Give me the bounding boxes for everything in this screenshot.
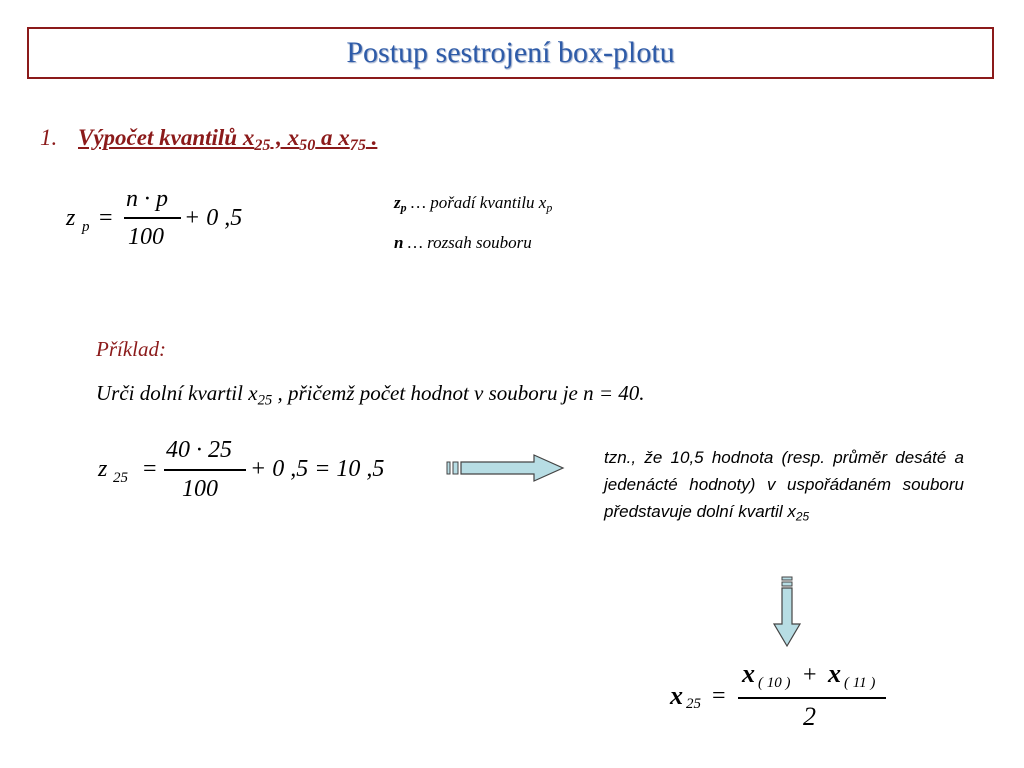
f1-tail: + 0 ,5 [184, 205, 243, 231]
f3-equals: = [712, 683, 726, 709]
right-arrow-icon [446, 454, 566, 482]
legend-z-var: z [394, 193, 401, 212]
f3-denominator: 2 [803, 702, 816, 731]
f2-equals: = [143, 456, 157, 482]
heading-sub-c: 75 [349, 136, 366, 154]
heading-number: 1. [40, 125, 58, 150]
heading-sub-a: 25 [254, 136, 271, 154]
f1-equals: = [99, 205, 113, 231]
f1-lhs-var: z [66, 205, 76, 231]
legend-z-desc: … pořadí kvantilu x [406, 193, 547, 212]
f1-numerator: n · p [126, 186, 168, 212]
legend-n-desc: … rozsah souboru [403, 233, 532, 252]
explanation-sub: 25 [795, 509, 810, 524]
f1-fraction-bar [124, 217, 181, 219]
down-arrow-icon [772, 576, 802, 648]
f3-lhs-sub: 25 [686, 696, 701, 712]
f2-numerator: 40 · 25 [166, 437, 232, 463]
heading-sub-b: 50 [299, 136, 316, 154]
example-text [96, 381, 645, 409]
f3-lhs-var: x [670, 681, 683, 710]
f3-plus: + [803, 662, 817, 688]
heading-main: Výpočet kvantilů x [78, 125, 255, 150]
legend-zp [394, 193, 552, 213]
f1-lhs-sub: p [82, 219, 90, 235]
legend-n [394, 233, 532, 253]
example-text-before: Urči dolní kvartil x [96, 381, 258, 405]
legend-z-sub: p [400, 200, 407, 215]
page-title: Postup sestrojení box-plotu [346, 36, 675, 69]
heading-sep-b: a x [315, 125, 350, 150]
f2-lhs-var: z [98, 456, 108, 482]
explanation-text [604, 444, 964, 525]
example-text-after: , přičemž počet hodnot v souboru je n = 40. [272, 381, 645, 405]
f3-fraction-bar [738, 697, 886, 699]
heading-end: . [365, 125, 378, 150]
section-heading [40, 125, 378, 154]
f1-denominator: 100 [128, 224, 164, 250]
explanation-body: tzn., že 10,5 hodnota (resp. průměr desáté a jedenácté hodnoty) v uspořádaném souboru představuje dolní kvartil x [604, 448, 964, 521]
f2-fraction-bar [164, 469, 246, 471]
f3-num-var1: x [742, 659, 755, 688]
example-text-sub: 25 [257, 392, 273, 409]
f2-lhs-sub: 25 [113, 470, 128, 486]
legend-z-desc-sub: p [546, 200, 553, 215]
heading-text [78, 125, 378, 154]
f2-denominator: 100 [182, 476, 218, 502]
legend-n-var: n [394, 233, 404, 252]
f3-num-sub1: ( 10 ) [758, 675, 791, 691]
example-label: Příklad: [96, 337, 166, 361]
heading-sep-a: , x [270, 125, 300, 150]
f3-num-var2: x [828, 659, 841, 688]
f2-tail: + 0 ,5 = 10 ,5 [250, 456, 385, 482]
f3-num-sub2: ( 11 ) [844, 675, 876, 691]
title-box [27, 27, 994, 79]
